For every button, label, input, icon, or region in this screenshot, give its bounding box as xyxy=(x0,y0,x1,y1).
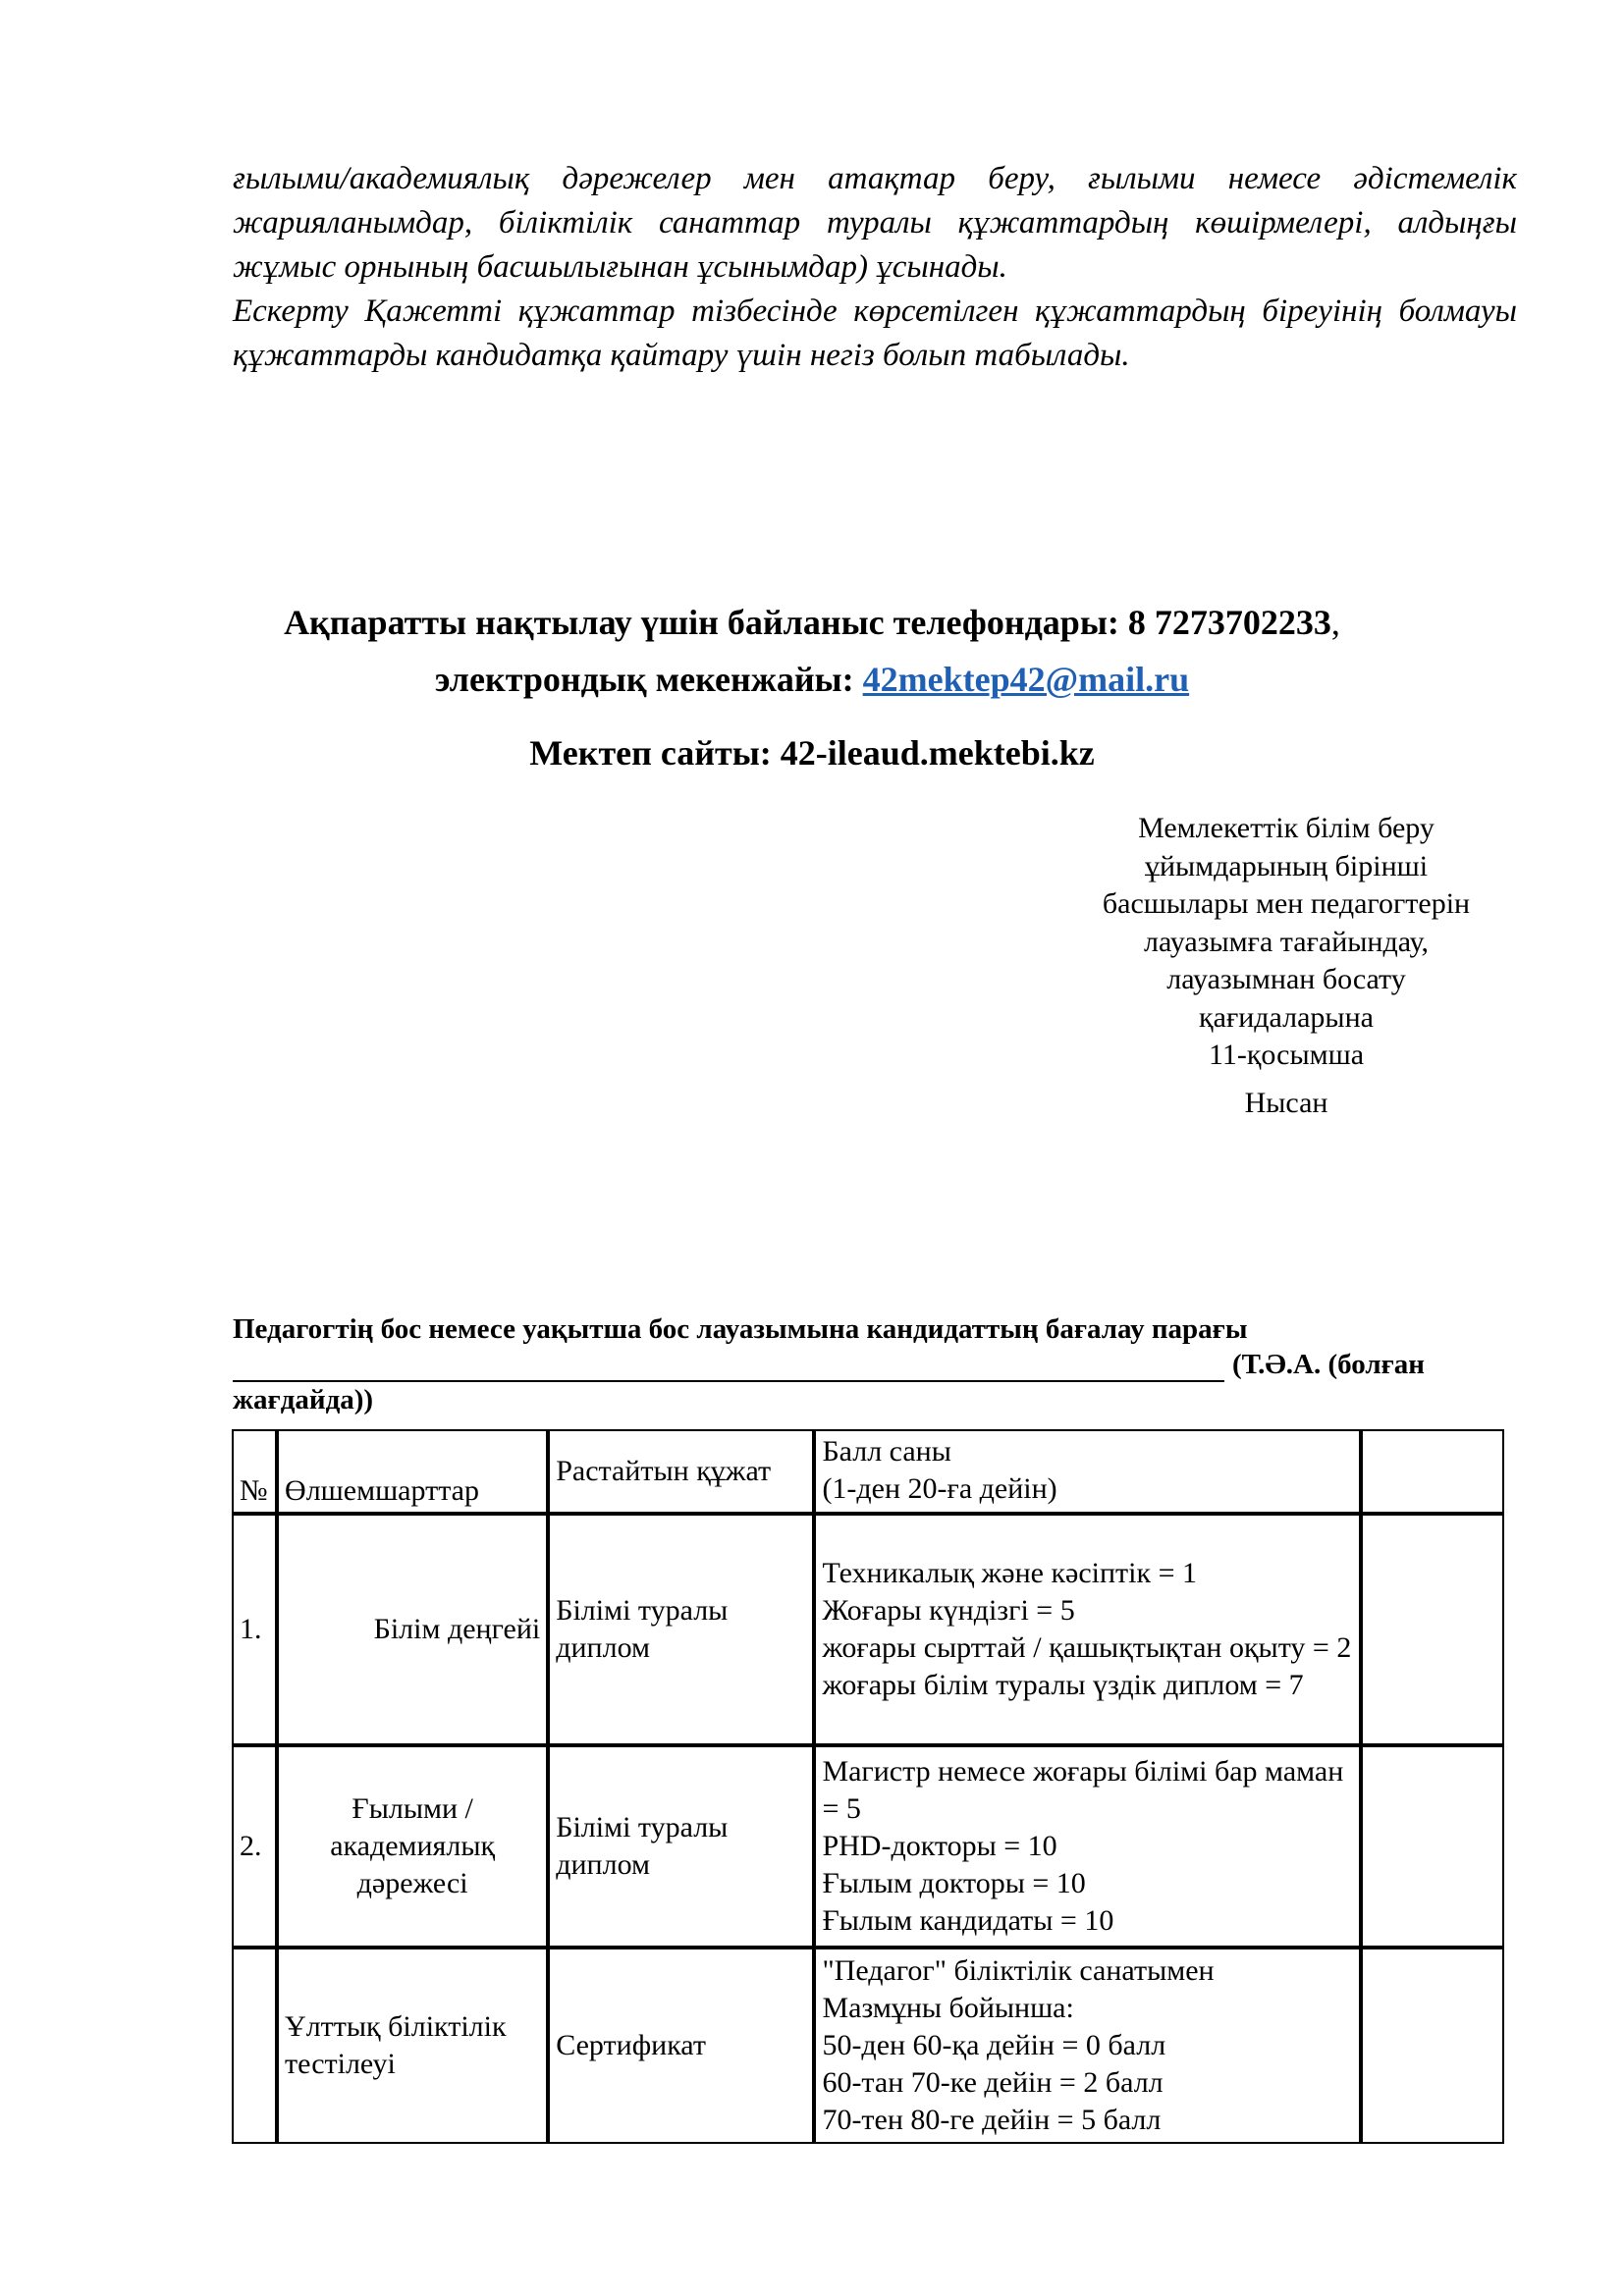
appendix-line: басшылары мен педагогтерін xyxy=(1102,887,1471,920)
score-item: 70-тен 80-ге дейін = 5 балл xyxy=(822,2104,1162,2136)
row-extra[interactable] xyxy=(1361,1745,1504,1948)
appendix-line: Мемлекеттік білім беру xyxy=(1138,812,1435,844)
table-row xyxy=(232,1948,1504,2144)
row-criteria: Білім деңгейі xyxy=(277,1514,548,1745)
score-item: Ғылым докторы = 10 xyxy=(822,1867,1086,1899)
school-site: Мектеп сайты: 42-ileaud.mektebi.kz xyxy=(529,733,1095,773)
row-document: Білімі туралы диплом xyxy=(548,1514,814,1745)
header-num: № xyxy=(232,1429,277,1514)
sheet-title: Педагогтің бос немесе уақытша бос лауазымына кандидаттың бағалау парағы xyxy=(233,1313,1248,1345)
score-item: 60-тан 70-ке дейін = 2 балл xyxy=(822,2066,1164,2099)
contact-phone: Ақпаратты нақтылау үшін байланыс телефондары: 8 7273702233 xyxy=(284,603,1331,642)
row-num: 1. xyxy=(232,1514,277,1745)
name-hint: (Т.Ә.А. (болған xyxy=(1232,1349,1426,1380)
score-item: жоғары сырттай / қашықтықтан оқыту = 2 xyxy=(822,1631,1352,1664)
score-item: жоғары білім туралы үздік диплом = 7 xyxy=(822,1669,1304,1701)
header-document: Растайтын құжат xyxy=(548,1429,814,1514)
contact-block xyxy=(0,594,1624,708)
row-score xyxy=(814,1514,1360,1745)
table-header-row xyxy=(232,1429,1504,1514)
row-criteria: Ғылыми / академиялық дәрежесі xyxy=(277,1745,548,1948)
name-blank-line[interactable] xyxy=(233,1355,1224,1382)
contact-comma: , xyxy=(1330,603,1340,642)
score-item: Техникалық және кәсіптік = 1 xyxy=(822,1557,1197,1589)
header-score-line1: Балл саны xyxy=(822,1435,951,1468)
row-score xyxy=(814,1745,1360,1948)
header-extra xyxy=(1361,1429,1504,1514)
appendix-line: лауазымға тағайындау, xyxy=(1143,925,1430,958)
row-extra[interactable] xyxy=(1361,1514,1504,1745)
form-label: Нысан xyxy=(1244,1086,1328,1119)
header-score-line2: (1-ден 20-ға дейін) xyxy=(822,1472,1057,1505)
contact-email-link[interactable]: 42mektep42@mail.ru xyxy=(862,660,1190,699)
appendix-line: қағидаларына xyxy=(1199,1000,1374,1034)
contact-email-label: электрондық мекенжайы: xyxy=(434,660,863,699)
score-item: Мазмұны бойынша: xyxy=(822,1992,1074,2024)
table-row xyxy=(232,1745,1504,1948)
score-item: Ғылым кандидаты = 10 xyxy=(822,1904,1114,1937)
intro-paragraph-2: Ескерту Қажетті құжаттар тізбесінде көрсетілген құжаттардың біреуінің болмауы құжаттарды кандидатқа қайтару үшін негіз болып табылады. xyxy=(233,294,1517,373)
intro-paragraph-1: ғылыми/академиялық дәрежелер мен атақтар беру, ғылыми немесе әдістемелік жарияланымдар, біліктілік санаттар туралы құжаттардың көшірмелері, алдыңғы жұмыс орнының басшылығынан ұсынымдар) ұсынады. xyxy=(233,161,1517,285)
row-num: 2. xyxy=(232,1745,277,1948)
row-criteria: Ұлттық біліктілік тестілеуі xyxy=(277,1948,548,2144)
evaluation-table xyxy=(232,1429,1504,2144)
sheet-title-block xyxy=(233,1311,1509,1417)
score-item: Жоғары күндізгі = 5 xyxy=(822,1594,1075,1627)
header-criteria: Өлшемшарттар xyxy=(277,1429,548,1514)
appendix-line: лауазымнан босату xyxy=(1166,963,1406,995)
intro-text xyxy=(233,157,1517,378)
score-item: 50-ден 60-қа дейін = 0 балл xyxy=(822,2029,1166,2061)
row-document: Білімі туралы диплом xyxy=(548,1745,814,1948)
appendix-line: 11-қосымша xyxy=(1208,1039,1365,1071)
score-item: "Педагог" біліктілік санатымен xyxy=(822,1954,1215,1987)
appendix-note xyxy=(1070,810,1502,1122)
row-num xyxy=(232,1948,277,2144)
row-document: Сертификат xyxy=(548,1948,814,2144)
row-score xyxy=(814,1948,1360,2144)
table-row xyxy=(232,1514,1504,1745)
name-hint-cont: жағдайда)) xyxy=(233,1384,374,1415)
score-item: PHD-докторы = 10 xyxy=(822,1830,1057,1862)
appendix-line: ұйымдарының бірінші xyxy=(1144,849,1429,882)
row-extra[interactable] xyxy=(1361,1948,1504,2144)
header-score xyxy=(814,1429,1360,1514)
score-item: Магистр немесе жоғары білімі бар маман = 5 xyxy=(822,1755,1344,1825)
